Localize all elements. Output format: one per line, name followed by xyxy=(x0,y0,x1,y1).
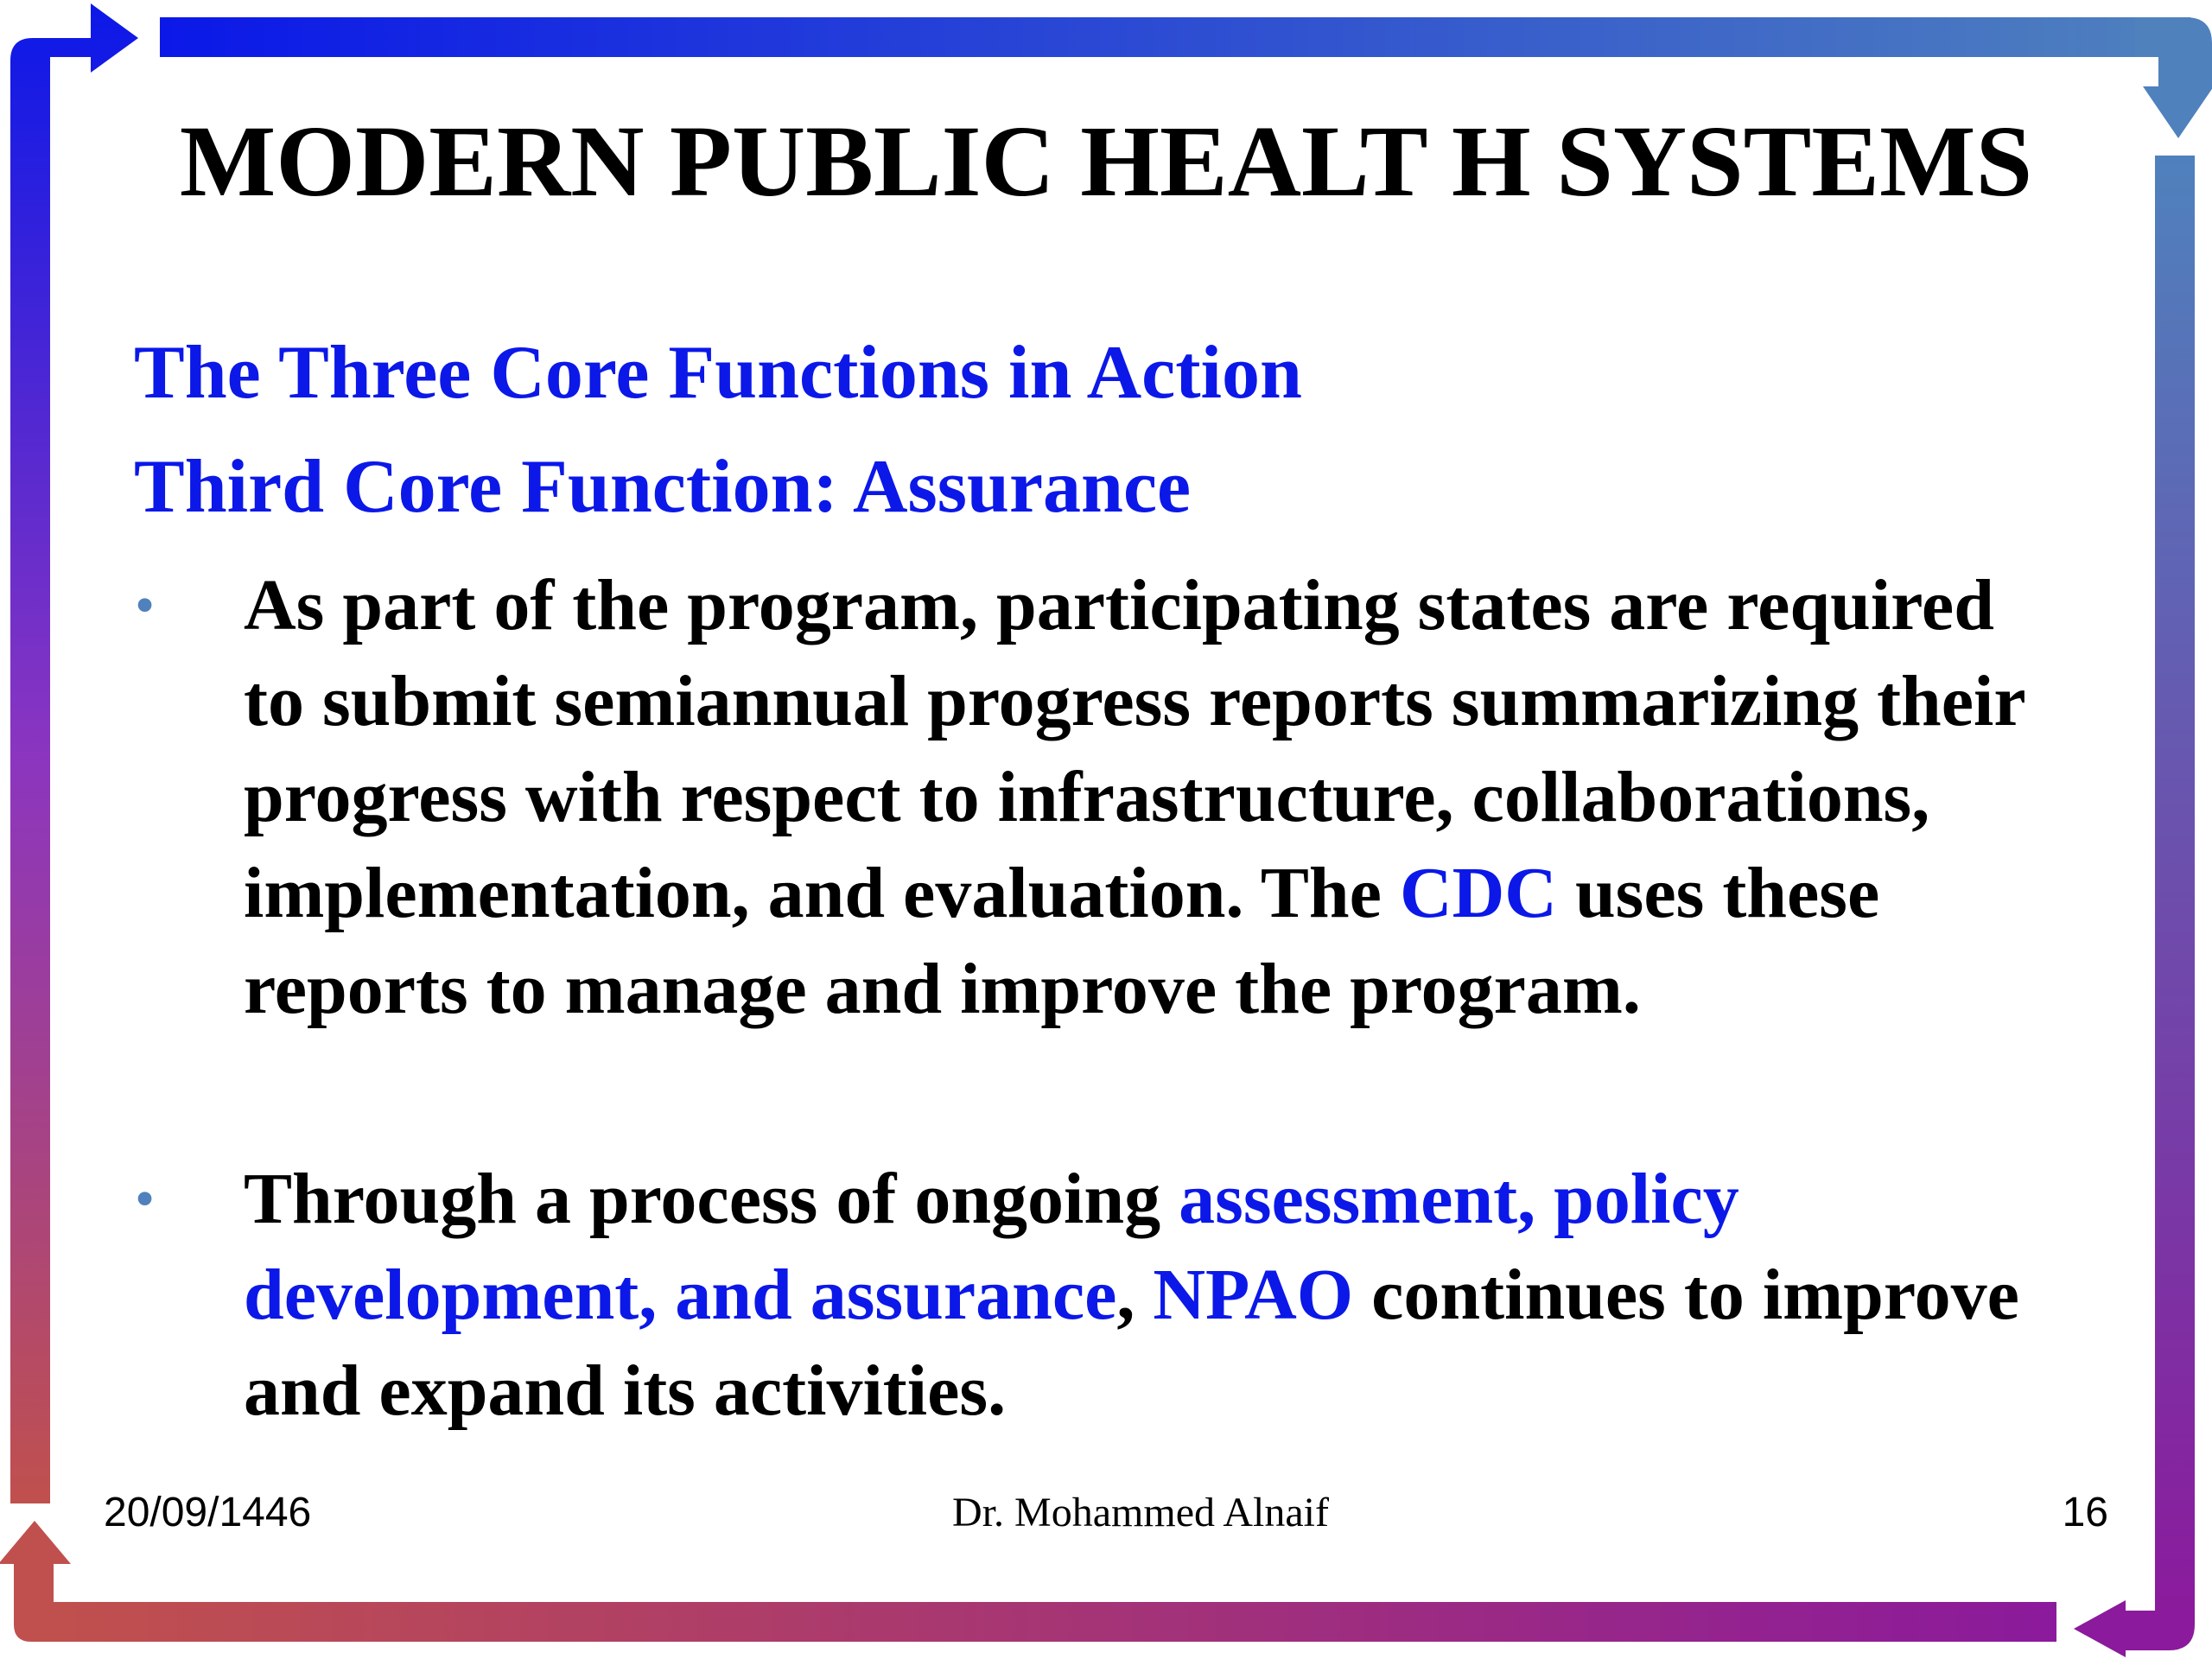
subheading-third-function: Third Core Function: Assurance xyxy=(134,445,1192,529)
frame-top-bar xyxy=(160,17,2190,57)
frame-arrow-left-up-icon xyxy=(0,1521,71,1642)
bullet-marker: • xyxy=(135,1167,156,1230)
footer-date: 20/09/1446 xyxy=(104,1490,312,1535)
frame-right-bar xyxy=(2155,156,2195,1624)
highlight-cdc: CDC xyxy=(1399,853,1557,933)
bullet-marker: • xyxy=(135,574,156,637)
frame-arrow-bottom-left-icon xyxy=(2074,1600,2195,1657)
highlight-npao: NPAO xyxy=(1153,1255,1354,1335)
bullet-text: uses these reports to manage and improve the program. xyxy=(244,853,1880,1029)
bullet-text: continues to improve and expand its activities. xyxy=(244,1255,2019,1431)
bullet-text: , xyxy=(1116,1255,1154,1335)
slide-title: MODERN PUBLIC HEALT H SYSTEMS xyxy=(179,105,2033,218)
footer-author: Dr. Mohammed Alnaif xyxy=(952,1490,1329,1535)
bullet-text: As part of the program, participating states are required to submit semiannual progress reports summarizing their progress with respect to infrastructure, collaborations, implementation, and evaluation. The xyxy=(244,565,2025,933)
highlight-core-functions: assessment, policy development, and assurance xyxy=(244,1159,1739,1335)
frame-bottom-bar xyxy=(52,1602,2056,1642)
frame-arrow-top-right-icon xyxy=(10,3,138,1503)
bullet-item-npao xyxy=(135,1151,2041,1439)
footer-page-number: 16 xyxy=(2062,1490,2108,1535)
bullet-text: Through a process of ongoing xyxy=(244,1159,1179,1239)
subheading-core-functions: The Three Core Functions in Action xyxy=(134,331,1302,415)
bullet-item-progress-reports xyxy=(135,557,2041,1037)
